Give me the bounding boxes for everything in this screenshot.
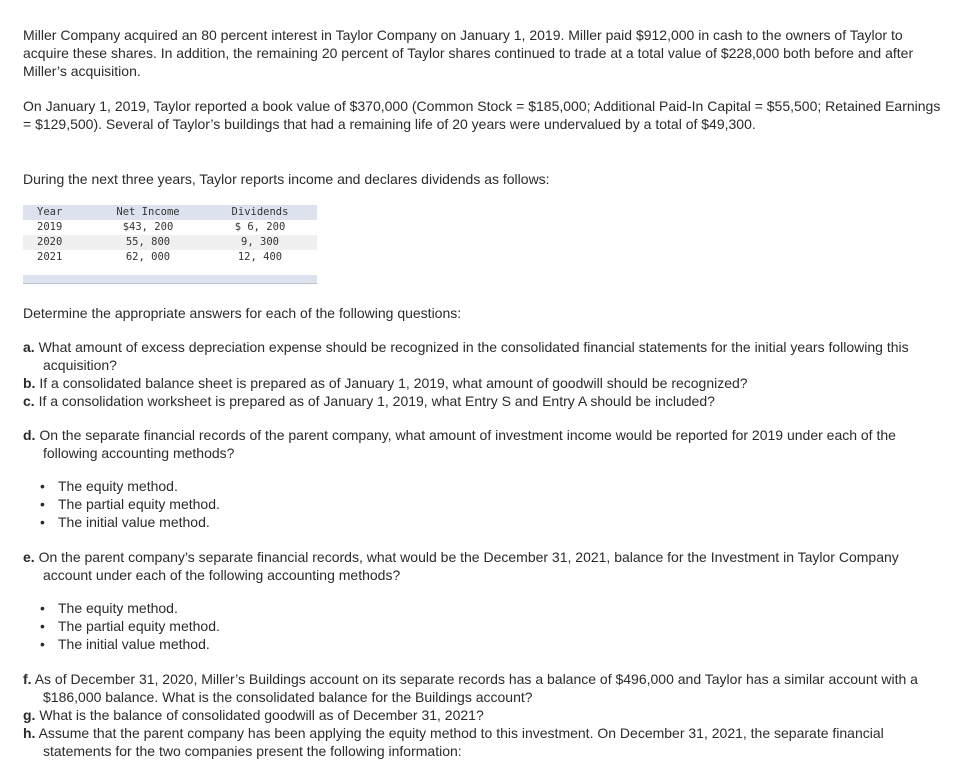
header-net-income: Net Income (116, 206, 180, 218)
question-e-methods-list (36, 599, 220, 653)
question-b-label: b. (23, 375, 36, 391)
header-dividends: Dividends (231, 206, 289, 218)
table-header-row (23, 205, 317, 220)
list-item: • The equity method. (36, 477, 220, 495)
question-c-label: c. (23, 393, 35, 409)
cell-year: 2020 (37, 236, 63, 248)
question-g-text: What is the balance of consolidated goodwill as of December 31, 2021? (39, 707, 484, 723)
list-item: • The equity method. (36, 599, 220, 617)
question-e-label: e. (23, 549, 35, 565)
table-row (23, 235, 317, 250)
question-b (23, 374, 948, 392)
question-d (23, 426, 948, 462)
cell-net-income: 62, 000 (125, 251, 171, 263)
table-row (23, 250, 317, 265)
question-c-text: If a consolidation worksheet is prepared as of January 1, 2019, what Entry S and Entry A should be included? (38, 393, 715, 409)
list-item: • The initial value method. (36, 513, 220, 531)
question-c (23, 392, 948, 410)
cell-dividends: 9, 300 (241, 236, 279, 248)
question-b-text: If a consolidated balance sheet is prepared as of January 1, 2019, what amount of goodwill should be recognized? (39, 375, 748, 391)
intro-paragraph-3: During the next three years, Taylor reports income and declares dividends as follows: (23, 171, 550, 187)
question-d-text: On the separate financial records of the parent company, what amount of investment income would be reported for 2019 under each of the following accounting methods? (39, 427, 896, 461)
intro-paragraph-1: Miller Company acquired an 80 percent interest in Taylor Company on January 1, 2019. Miller paid $912,000 in cash to the owners of Taylor to acquire these shares. In addition, the remaining 20 percent of Taylor shares continued to trade at a total value of $228,000 both before and after Miller’s acquisition. (23, 27, 914, 79)
cell-net-income: $43, 200 (122, 221, 174, 233)
question-d-methods-list (36, 477, 220, 531)
question-h (23, 724, 948, 760)
cell-year: 2019 (37, 221, 63, 233)
cell-dividends: $ 6, 200 (234, 221, 286, 233)
question-d-label: d. (23, 427, 36, 443)
income-dividends-table (23, 205, 317, 284)
cell-net-income: 55, 800 (125, 236, 171, 248)
cell-year: 2021 (37, 251, 63, 263)
table-row (23, 220, 317, 235)
question-a-label: a. (23, 339, 35, 355)
question-h-label: h. (23, 725, 36, 741)
header-year: Year (37, 206, 63, 218)
question-h-text: Assume that the parent company has been applying the equity method to this investment. On December 31, 2021, the separate financial statements for the two companies present the following information: (38, 725, 884, 759)
question-g (23, 706, 948, 724)
question-f (23, 670, 948, 706)
list-item: • The partial equity method. (36, 495, 220, 513)
intro-paragraph-2: On January 1, 2019, Taylor reported a book value of $370,000 (Common Stock = $185,000; Additional Paid-In Capital = $55,500; Retained Earnings = $129,500). Several of Taylor’s buildings that had a remaining life of 20 years were undervalued by a total of $49,300. (23, 98, 941, 132)
question-a-text: What amount of excess depreciation expense should be recognized in the consolidated financial statements for the initial years following this acquisition? (38, 339, 909, 373)
question-g-label: g. (23, 707, 36, 723)
instructions-text: Determine the appropriate answers for each of the following questions: (23, 305, 462, 321)
question-f-text: As of December 31, 2020, Miller’s Buildings account on its separate records has a balance of $496,000 and Taylor has a similar account with a $186,000 balance. What is the consolidated balance for the Buildings account? (34, 671, 918, 705)
list-item: • The initial value method. (36, 635, 220, 653)
question-f-label: f. (23, 671, 32, 687)
question-e-text: On the parent company’s separate financial records, what would be the December 31, 2021, balance for the Investment in Taylor Company account under each of the following accounting methods? (38, 549, 899, 583)
question-a (23, 338, 948, 374)
cell-dividends: 12, 400 (237, 251, 283, 263)
list-item: • The partial equity method. (36, 617, 220, 635)
question-e (23, 548, 948, 584)
table-footer-bar (23, 275, 317, 284)
